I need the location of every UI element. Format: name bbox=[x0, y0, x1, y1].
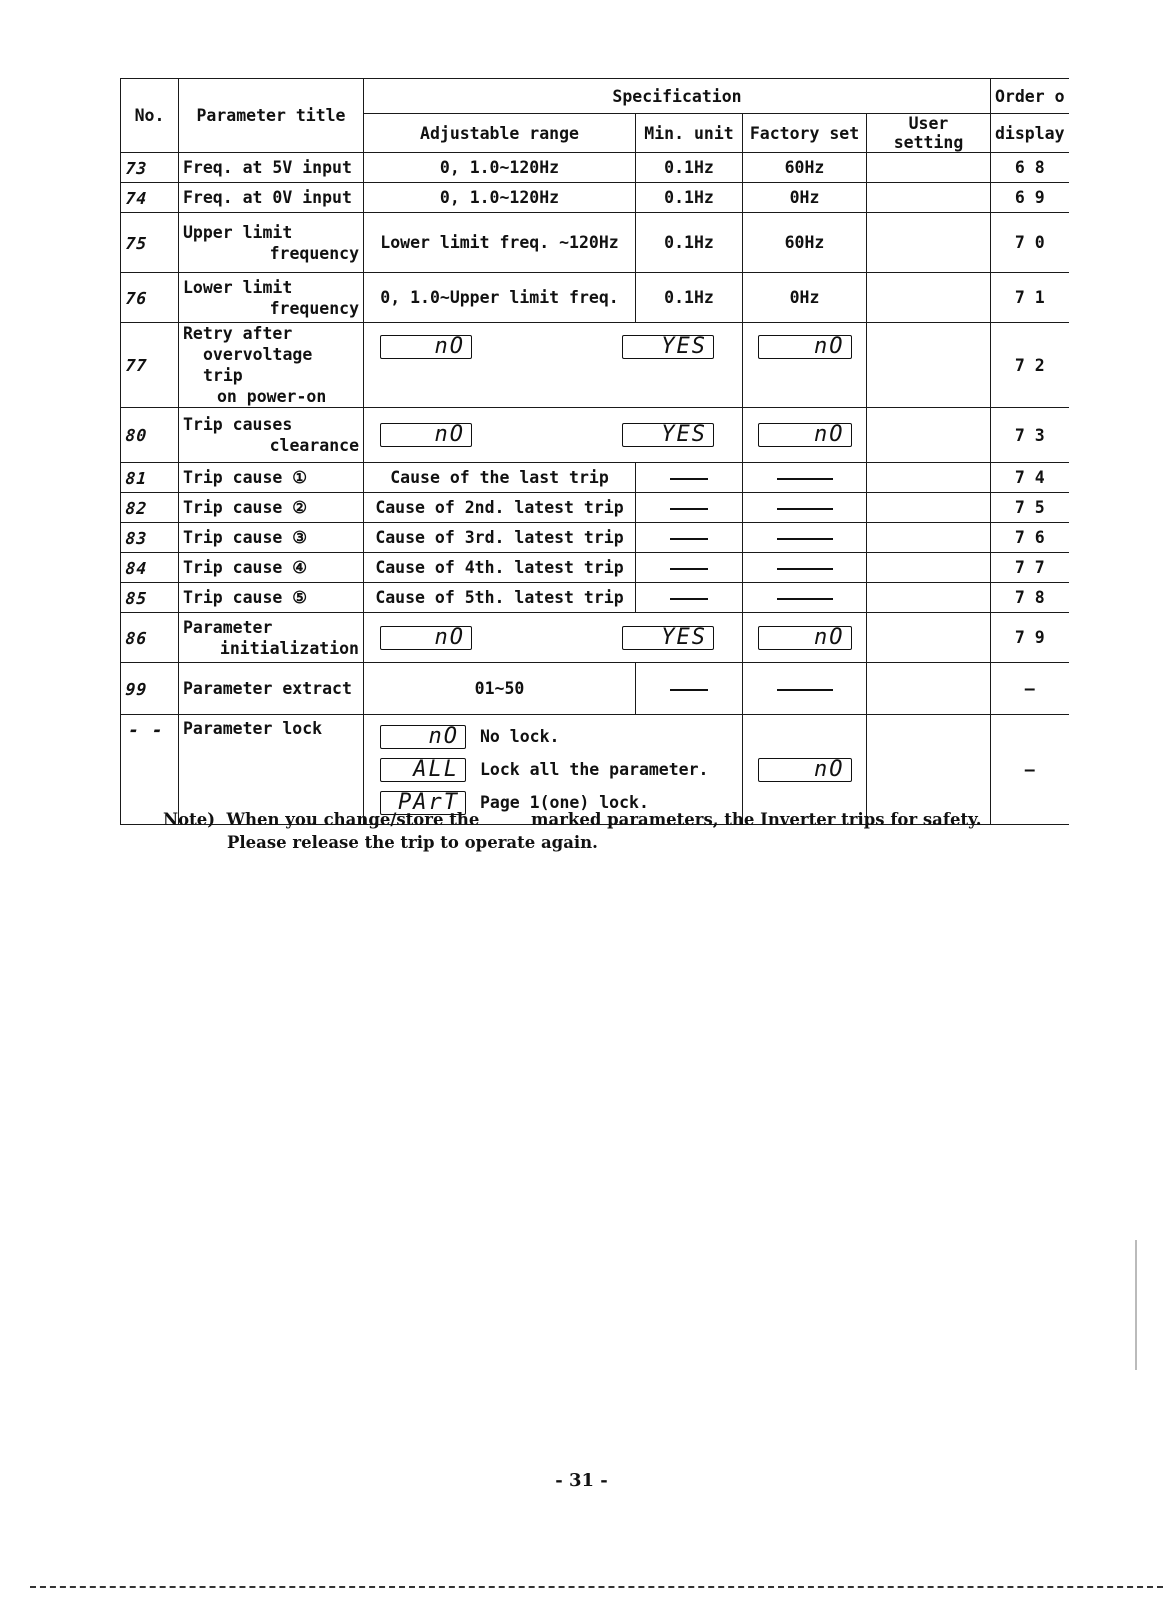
header-user: User setting bbox=[867, 114, 991, 153]
header-title: Parameter title bbox=[179, 79, 364, 153]
table-row bbox=[121, 663, 1069, 715]
param-factory-set bbox=[743, 583, 867, 613]
param-range: 0, 1.0~Upper limit freq. bbox=[364, 273, 636, 323]
display-code-no: nO bbox=[380, 423, 472, 447]
param-min-unit bbox=[636, 523, 743, 553]
param-title: Trip cause ⑤ bbox=[179, 583, 364, 613]
table-row bbox=[121, 213, 1069, 273]
param-factory-set: nO bbox=[743, 408, 867, 463]
param-factory-set: 0Hz bbox=[743, 183, 867, 213]
param-user-setting bbox=[867, 583, 991, 613]
param-options bbox=[364, 613, 743, 663]
param-number: 73 bbox=[119, 153, 179, 183]
param-number: 76 bbox=[119, 273, 180, 323]
table-row bbox=[121, 583, 1069, 613]
footnote-line-2: Please release the trip to operate again. bbox=[227, 833, 598, 852]
param-title: Trip cause ① bbox=[179, 463, 364, 493]
param-factory-set bbox=[743, 663, 867, 715]
param-order: 7 4 bbox=[991, 463, 1069, 493]
param-number: 83 bbox=[119, 523, 179, 553]
param-user-setting bbox=[867, 408, 991, 463]
param-title: Upper limit frequency bbox=[179, 213, 364, 273]
param-user-setting bbox=[867, 663, 991, 715]
param-title: Lower limit frequency bbox=[179, 273, 364, 323]
param-factory-set bbox=[743, 463, 867, 493]
param-factory-set bbox=[743, 493, 867, 523]
header-order-2: display bbox=[991, 114, 1069, 153]
header-factory: Factory set bbox=[743, 114, 867, 153]
param-number: - - bbox=[117, 715, 183, 825]
param-title: Freq. at 0V input bbox=[179, 183, 364, 213]
table-row bbox=[121, 493, 1069, 523]
parameter-table bbox=[120, 78, 1069, 825]
param-number: 86 bbox=[119, 613, 180, 663]
display-code-no: nO bbox=[380, 626, 472, 650]
param-number: 99 bbox=[119, 663, 181, 715]
param-order: 6 9 bbox=[991, 183, 1069, 213]
table-row bbox=[121, 553, 1069, 583]
param-title: Freq. at 5V input bbox=[179, 153, 364, 183]
param-factory-set bbox=[743, 523, 867, 553]
param-range: Cause of 2nd. latest trip bbox=[364, 493, 636, 523]
param-user-setting bbox=[867, 273, 991, 323]
param-order: 7 6 bbox=[991, 523, 1069, 553]
display-code-no: nO bbox=[380, 335, 472, 359]
table-row bbox=[121, 323, 1069, 408]
param-user-setting bbox=[867, 183, 991, 213]
param-min-unit: 0.1Hz bbox=[636, 153, 743, 183]
lock-option: nO No lock. bbox=[380, 720, 738, 753]
param-factory-set: 0Hz bbox=[743, 273, 867, 323]
table-row bbox=[121, 273, 1069, 323]
param-factory-set bbox=[743, 553, 867, 583]
param-title: Retry after overvoltage trip on power-on bbox=[179, 323, 364, 408]
param-order: 7 3 bbox=[991, 408, 1069, 463]
param-user-setting bbox=[867, 493, 991, 523]
param-min-unit bbox=[636, 583, 743, 613]
param-number: 85 bbox=[119, 583, 179, 613]
param-user-setting bbox=[867, 213, 991, 273]
param-number: 74 bbox=[119, 183, 179, 213]
header-spec: Specification bbox=[364, 79, 991, 114]
param-factory-set: 60Hz bbox=[743, 153, 867, 183]
param-order: 7 0 bbox=[991, 213, 1069, 273]
param-options bbox=[364, 408, 743, 463]
param-min-unit bbox=[636, 553, 743, 583]
param-range: 01~50 bbox=[364, 663, 636, 715]
param-title: Trip cause ③ bbox=[179, 523, 364, 553]
param-user-setting bbox=[867, 613, 991, 663]
param-number: 82 bbox=[119, 493, 179, 523]
param-title: Trip causes clearance bbox=[179, 408, 364, 463]
header-order-1: Order o bbox=[991, 79, 1069, 114]
lock-option: ALL Lock all the parameter. bbox=[380, 753, 738, 786]
table-row bbox=[121, 523, 1069, 553]
param-min-unit bbox=[636, 493, 743, 523]
table-row bbox=[121, 613, 1069, 663]
table-row bbox=[121, 463, 1069, 493]
param-min-unit: 0.1Hz bbox=[636, 213, 743, 273]
param-order: 7 9 bbox=[991, 613, 1069, 663]
lock-option: PArT Page 1(one) lock. bbox=[380, 786, 738, 819]
param-title: Parameter lock bbox=[179, 715, 364, 825]
param-range: Cause of 4th. latest trip bbox=[364, 553, 636, 583]
param-min-unit bbox=[636, 463, 743, 493]
param-order: 7 7 bbox=[991, 553, 1069, 583]
header-min: Min. unit bbox=[636, 114, 743, 153]
page-bottom-rule bbox=[30, 1586, 1163, 1588]
param-min-unit: 0.1Hz bbox=[636, 183, 743, 213]
param-factory-set: nO bbox=[743, 323, 867, 408]
param-number: 77 bbox=[118, 323, 182, 408]
display-code-yes: YES bbox=[622, 626, 714, 650]
page-number: - 31 - bbox=[555, 1470, 608, 1491]
param-options bbox=[364, 323, 743, 408]
param-order: — bbox=[991, 663, 1069, 715]
param-user-setting bbox=[867, 153, 991, 183]
param-number: 80 bbox=[119, 408, 181, 463]
param-range: 0, 1.0~120Hz bbox=[364, 183, 636, 213]
param-title: Trip cause ② bbox=[179, 493, 364, 523]
display-code-yes: YES bbox=[622, 335, 714, 359]
param-title: Parameter extract bbox=[179, 663, 364, 715]
param-user-setting bbox=[867, 523, 991, 553]
param-order: — bbox=[991, 715, 1069, 825]
param-order: 7 1 bbox=[991, 273, 1069, 323]
header-no: No. bbox=[121, 79, 179, 153]
param-range: 0, 1.0~120Hz bbox=[364, 153, 636, 183]
param-user-setting bbox=[867, 323, 991, 408]
param-factory-set: nO bbox=[743, 613, 867, 663]
table-row bbox=[121, 183, 1069, 213]
header-range: Adjustable range bbox=[364, 114, 636, 153]
footnote bbox=[163, 808, 982, 854]
param-min-unit: 0.1Hz bbox=[636, 273, 743, 323]
param-range: Lower limit freq. ~120Hz bbox=[364, 213, 636, 273]
footnote-line-1: Note) When you change/store the marked parameters, the Inverter trips for safety. bbox=[163, 810, 982, 829]
param-min-unit bbox=[636, 663, 743, 715]
param-order: 7 5 bbox=[991, 493, 1069, 523]
param-order: 7 8 bbox=[991, 583, 1069, 613]
param-user-setting bbox=[867, 553, 991, 583]
param-factory-set: nO bbox=[743, 715, 867, 825]
param-title: Parameter initialization bbox=[179, 613, 364, 663]
display-code-yes: YES bbox=[622, 423, 714, 447]
param-range: Cause of 5th. latest trip bbox=[364, 583, 636, 613]
param-number: 84 bbox=[119, 553, 179, 583]
param-factory-set: 60Hz bbox=[743, 213, 867, 273]
table-row bbox=[121, 408, 1069, 463]
param-order: 6 8 bbox=[991, 153, 1069, 183]
table-row bbox=[121, 153, 1069, 183]
param-user-setting bbox=[867, 463, 991, 493]
param-title: Trip cause ④ bbox=[179, 553, 364, 583]
param-range: Cause of 3rd. latest trip bbox=[364, 523, 636, 553]
param-number: 75 bbox=[118, 213, 180, 273]
param-order: 7 2 bbox=[991, 323, 1069, 408]
param-number: 81 bbox=[119, 463, 179, 493]
scan-edge-mark bbox=[1135, 1240, 1137, 1370]
param-range: Cause of the last trip bbox=[364, 463, 636, 493]
